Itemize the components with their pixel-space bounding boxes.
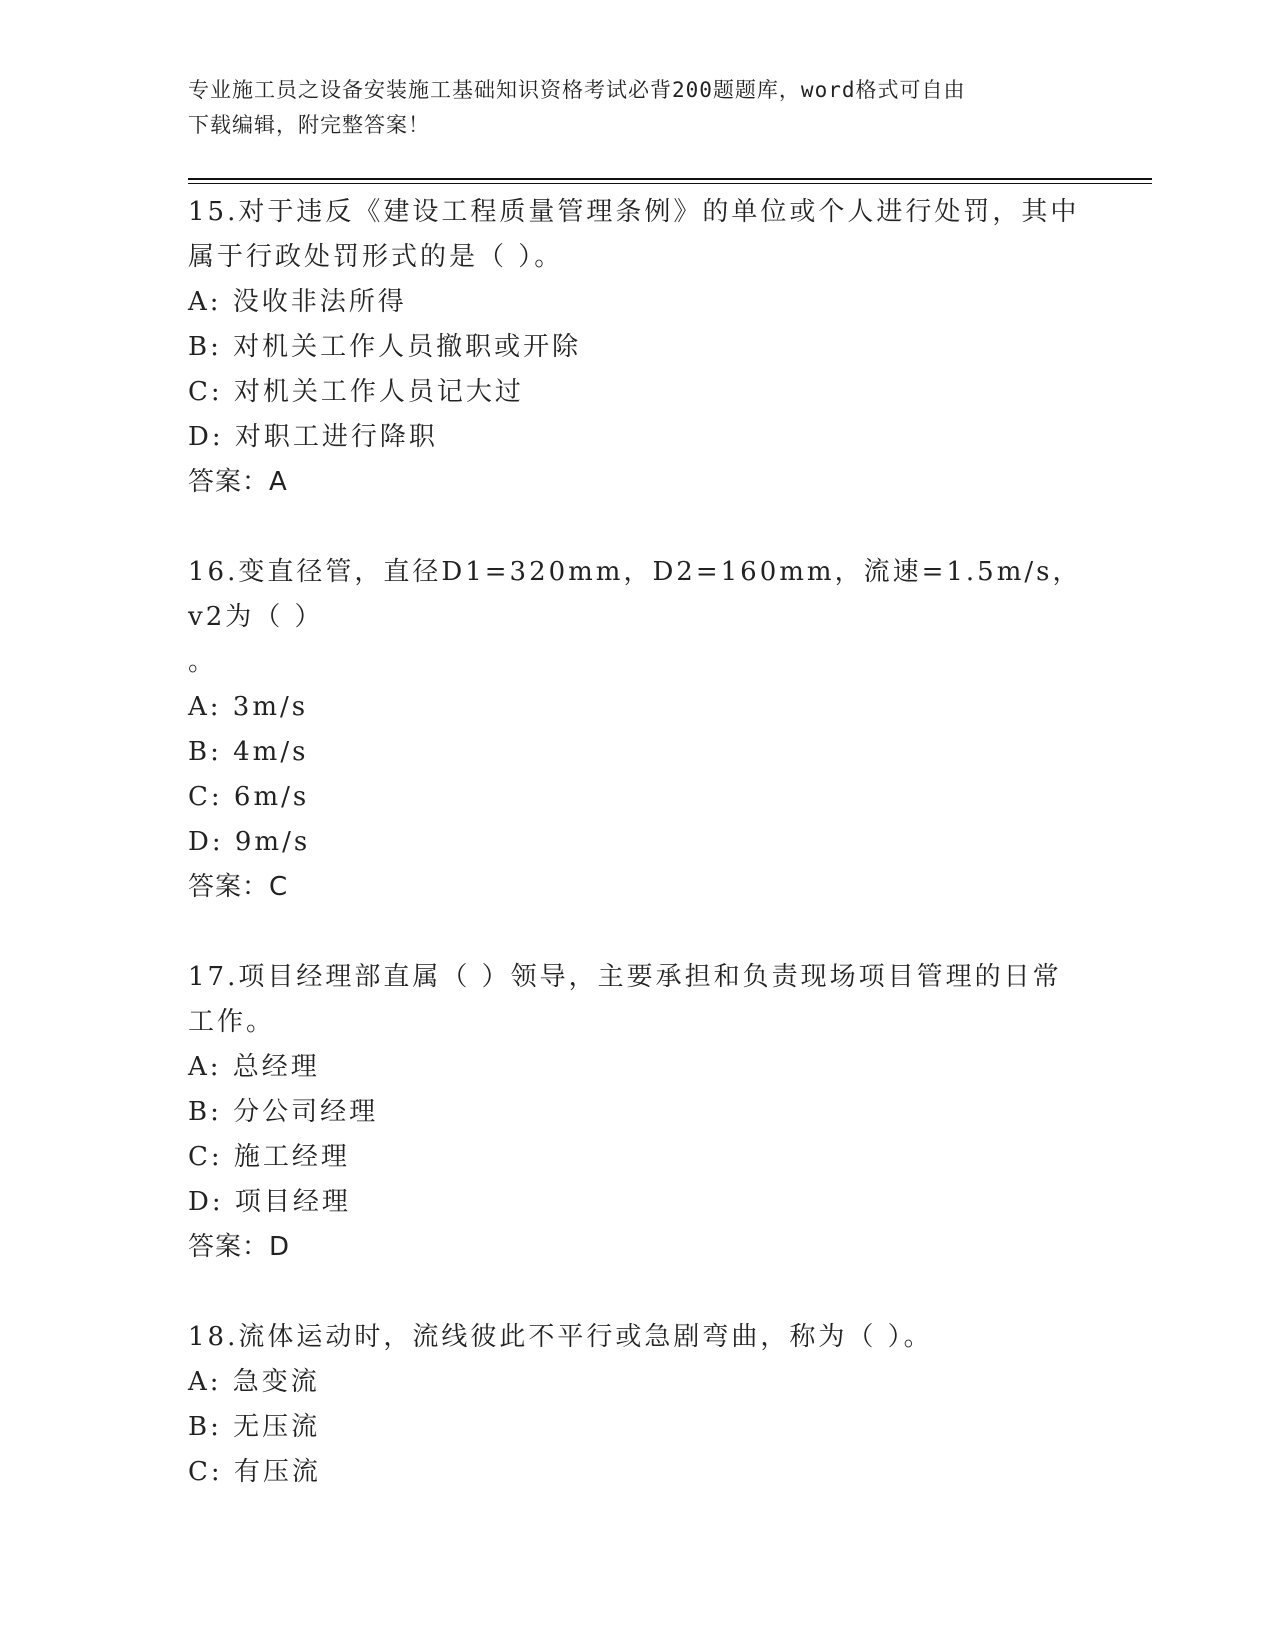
- option-a: A: 没收非法所得: [188, 287, 407, 317]
- option-b: B: 对机关工作人员撤职或开除: [188, 332, 582, 362]
- question-stem-continued: 工作。: [188, 1007, 276, 1037]
- question-15: [188, 190, 1088, 505]
- question-18: [188, 1315, 1088, 1495]
- question-stem-continued: 。: [188, 647, 218, 677]
- option-d: D: 项目经理: [188, 1187, 351, 1217]
- option-a: A: 总经理: [188, 1052, 320, 1082]
- answer-label: 答案：D: [188, 1232, 291, 1262]
- question-spacer: [188, 910, 1088, 955]
- option-c: C: 对机关工作人员记大过: [188, 377, 524, 407]
- header-line-2: 下载编辑，附完整答案！: [188, 113, 430, 137]
- question-spacer: [188, 1270, 1088, 1315]
- question-spacer: [188, 505, 1088, 550]
- question-16: [188, 550, 1088, 910]
- question-stem-continued: 属于行政处罚形式的是（ ）。: [188, 242, 564, 272]
- header-divider-thin: [188, 183, 1152, 184]
- question-list: [188, 190, 1088, 1495]
- header-divider-thick: [188, 178, 1152, 180]
- option-c: C: 施工经理: [188, 1142, 350, 1172]
- option-a: A: 3m/s: [188, 692, 309, 722]
- option-c: C: 6m/s: [188, 782, 310, 812]
- header-line-1: 专业施工员之设备安装施工基础知识资格考试必背200题题库，word格式可自由: [188, 78, 966, 102]
- option-b: B: 无压流: [188, 1412, 321, 1442]
- question-stem: 16.变直径管，直径D1=320mm，D2=160mm，流速=1.5m/s，v2为（ ）: [188, 557, 1082, 632]
- option-b: B: 分公司经理: [188, 1097, 379, 1127]
- option-b: B: 4m/s: [188, 737, 309, 767]
- option-d: D: 对职工进行降职: [188, 422, 438, 452]
- document-header: [188, 73, 1088, 143]
- option-d: D: 9m/s: [188, 827, 311, 857]
- answer-label: 答案：A: [188, 467, 288, 497]
- option-a: A: 急变流: [188, 1367, 320, 1397]
- question-stem: 15.对于违反《建设工程质量管理条例》的单位或个人进行处罚，其中: [188, 197, 1080, 227]
- question-stem: 17.项目经理部直属（ ）领导，主要承担和负责现场项目管理的日常: [188, 962, 1062, 992]
- question-stem: 18.流体运动时，流线彼此不平行或急剧弯曲，称为（ ）。: [188, 1322, 933, 1352]
- option-c: C: 有压流: [188, 1457, 321, 1487]
- answer-label: 答案：C: [188, 872, 289, 902]
- question-17: [188, 955, 1088, 1270]
